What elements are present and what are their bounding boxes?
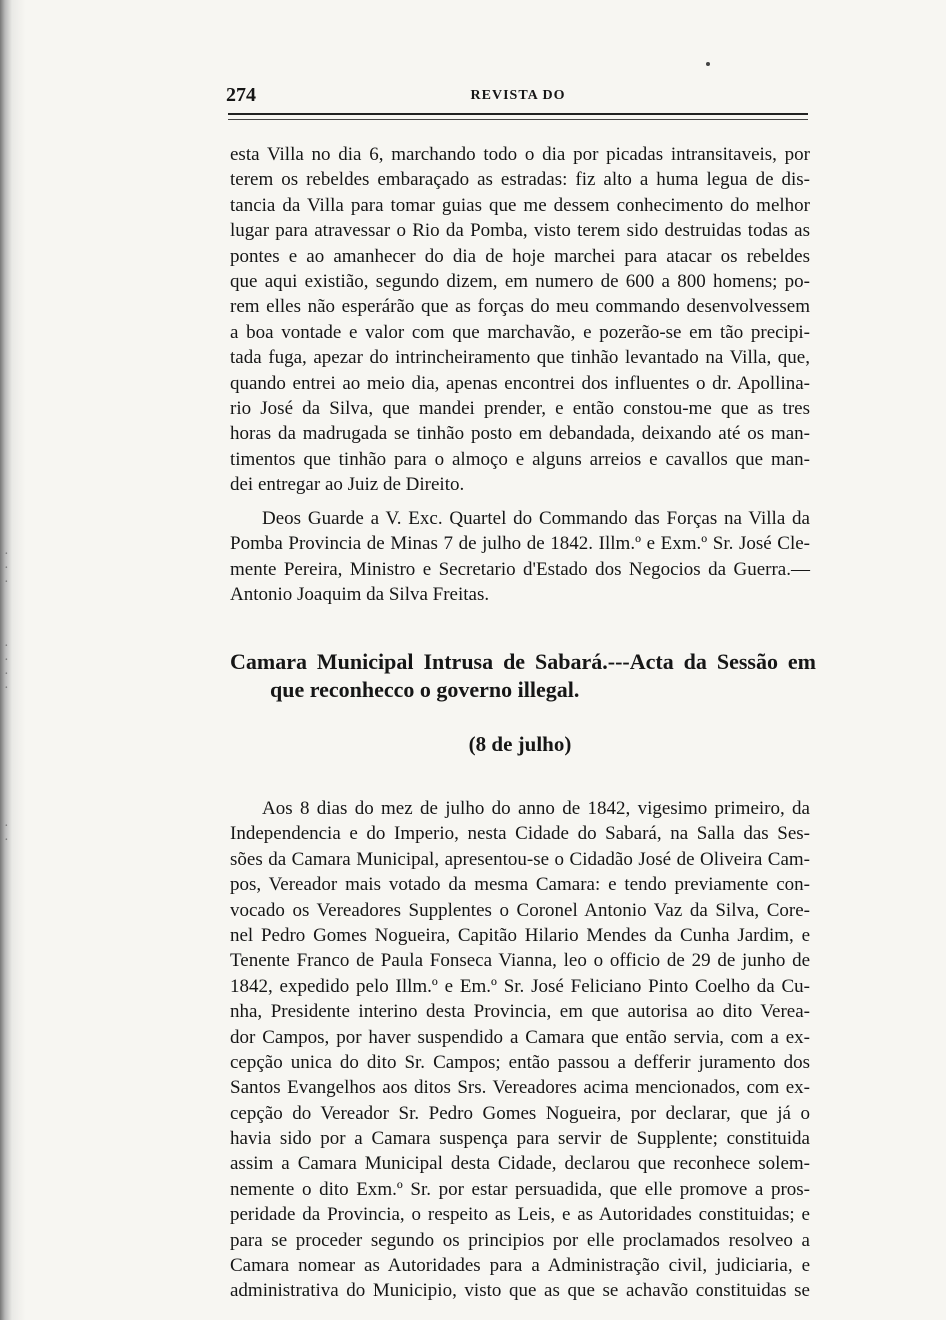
text-line: pontes e ao amanhecer do dia de hoje marchei para atacar os rebeldes bbox=[230, 245, 810, 267]
top-paragraph bbox=[230, 142, 810, 497]
date-heading: (8 de julho) bbox=[468, 732, 572, 756]
text-line: a boa vontade e valor com que marchavão, e pozerão-se em tão precipi- bbox=[230, 321, 810, 343]
text-line: horas da madrugada se tinhão posto em debandada, deixando até os man- bbox=[230, 423, 810, 445]
section-heading bbox=[230, 648, 816, 704]
margin-marks: · · · bbox=[4, 547, 10, 590]
text-line: tancia da Villa para tomar guias que me dessem conhecimento do melhor bbox=[230, 194, 810, 216]
ink-speck bbox=[706, 62, 710, 66]
text-line: Deos Guarde a V. Exc. Quartel do Commando das Forças na Villa da bbox=[262, 508, 810, 529]
text-line: que aqui existião, segundo dizem, em numero de 600 a 800 homens; po- bbox=[230, 270, 810, 292]
text-line: Santos Evangelhos aos ditos Srs. Vereadores acima mencionados, com ex- bbox=[230, 1077, 810, 1099]
text-line: sões da Camara Municipal, apresentou-se o Cidadão José de Oliveira Cam- bbox=[230, 848, 810, 870]
text-line: pos, Vereador mais votado da mesma Camara: e tendo previamente con- bbox=[230, 874, 810, 896]
text-line: dor Campos, por haver suspendido a Camara que então servia, com a ex- bbox=[230, 1026, 810, 1048]
text-line: administrativa do Municipio, visto que as que se achavão constituidas se bbox=[230, 1280, 810, 1302]
text-line: vocado os Vereadores Supplentes o Coronel Antonio Vaz da Silva, Core- bbox=[230, 899, 810, 921]
running-title: REVISTA DO bbox=[470, 88, 566, 103]
text-line: Aos 8 dias do mez de julho do anno de 1842, vigesimo primeiro, da bbox=[262, 798, 810, 819]
text-line: rio José da Silva, que mandei prender, e então constou-me que as tres bbox=[230, 397, 810, 419]
text-line: timentos que tinhão para o almoço e alguns arreios e cavallos que man- bbox=[230, 448, 810, 470]
header-rule bbox=[228, 113, 808, 120]
text-line: havia sido por a Camara suspença para servir de Supplente; constituida bbox=[230, 1128, 810, 1150]
page-number: 274 bbox=[226, 84, 256, 106]
text-line: mente Pereira, Ministro e Secretario d'Estado dos Negocios da Guerra.— bbox=[230, 558, 810, 580]
acta-paragraph bbox=[230, 796, 810, 1304]
text-line: Pomba Provincia de Minas 7 de julho de 1842. Illm.º e Exm.º Sr. José Cle- bbox=[230, 533, 810, 555]
text-line: cepção unica do dito Sr. Campos; então passou a defferir juramento dos bbox=[230, 1051, 810, 1073]
text-line: dei entregar ao Juiz de Direito. bbox=[230, 474, 465, 496]
text-line: quando entrei ao meio dia, apenas encontrei dos influentes o dr. Apollina- bbox=[230, 372, 810, 394]
margin-marks: · · bbox=[4, 819, 10, 848]
text-line: peridade da Provincia, o respeito as Leis, e as Autoridades constituidas; e bbox=[230, 1204, 810, 1226]
text-line: Camara nomear as Autoridades para a Administração civil, judiciaria, e bbox=[230, 1255, 810, 1277]
heading-line: Camara Municipal Intrusa de Sabará.---Acta da Sessão em bbox=[230, 649, 816, 674]
text-line: para se proceder segundo os principios por elle proclamados resolveo a bbox=[230, 1229, 810, 1251]
margin-marks: · · · · bbox=[4, 639, 10, 696]
text-line: Antonio Joaquim da Silva Freitas. bbox=[230, 584, 490, 606]
closing-paragraph bbox=[230, 506, 810, 608]
text-line: Tenente Franco de Paula Fonseca Vianna, leo o officio de 29 de junho de bbox=[230, 950, 810, 972]
text-line: terem os rebeldes embaraçado as estradas: fiz alto a huma legua de dis- bbox=[230, 169, 810, 191]
paragraph bbox=[230, 796, 810, 1304]
paragraph bbox=[230, 506, 810, 608]
text-line: nemente o dito Exm.º Sr. por estar persuadida, que elle promove a pros- bbox=[230, 1178, 810, 1200]
text-line: cepção do Vereador Sr. Pedro Gomes Nogueira, por declarar, que já o bbox=[230, 1102, 810, 1124]
text-line: lugar para atravessar o Rio da Pomba, visto terem sido destruidas todas as bbox=[230, 220, 810, 242]
text-line: nha, Presidente interino desta Provincia, em que autorisa ao dito Verea- bbox=[230, 1001, 810, 1023]
paragraph bbox=[230, 142, 810, 497]
text-line: esta Villa no dia 6, marchando todo o dia por picadas intransitaveis, por bbox=[230, 144, 810, 165]
text-line: tada fuga, apezar do intrincheiramento que tinhão levantado na Villa, que, bbox=[230, 347, 810, 369]
text-line: assim a Camara Municipal desta Cidade, declarou que reconhece solem- bbox=[230, 1153, 810, 1175]
text-line: Independencia e do Imperio, nesta Cidade do Sabará, na Salla das Ses- bbox=[230, 823, 810, 845]
text-line: rem elles não esperárão que as forças do meu commando desenvolvessem bbox=[230, 296, 810, 318]
text-line: nel Pedro Gomes Nogueira, Capitão Hilario Mendes da Cunha Jardim, e bbox=[230, 924, 810, 946]
text-line: 1842, expedido pelo Illm.º e Em.º Sr. José Feliciano Pinto Coelho da Cu- bbox=[230, 975, 810, 997]
page-header bbox=[226, 84, 810, 108]
heading-line: que reconhecco o governo illegal. bbox=[270, 677, 580, 702]
